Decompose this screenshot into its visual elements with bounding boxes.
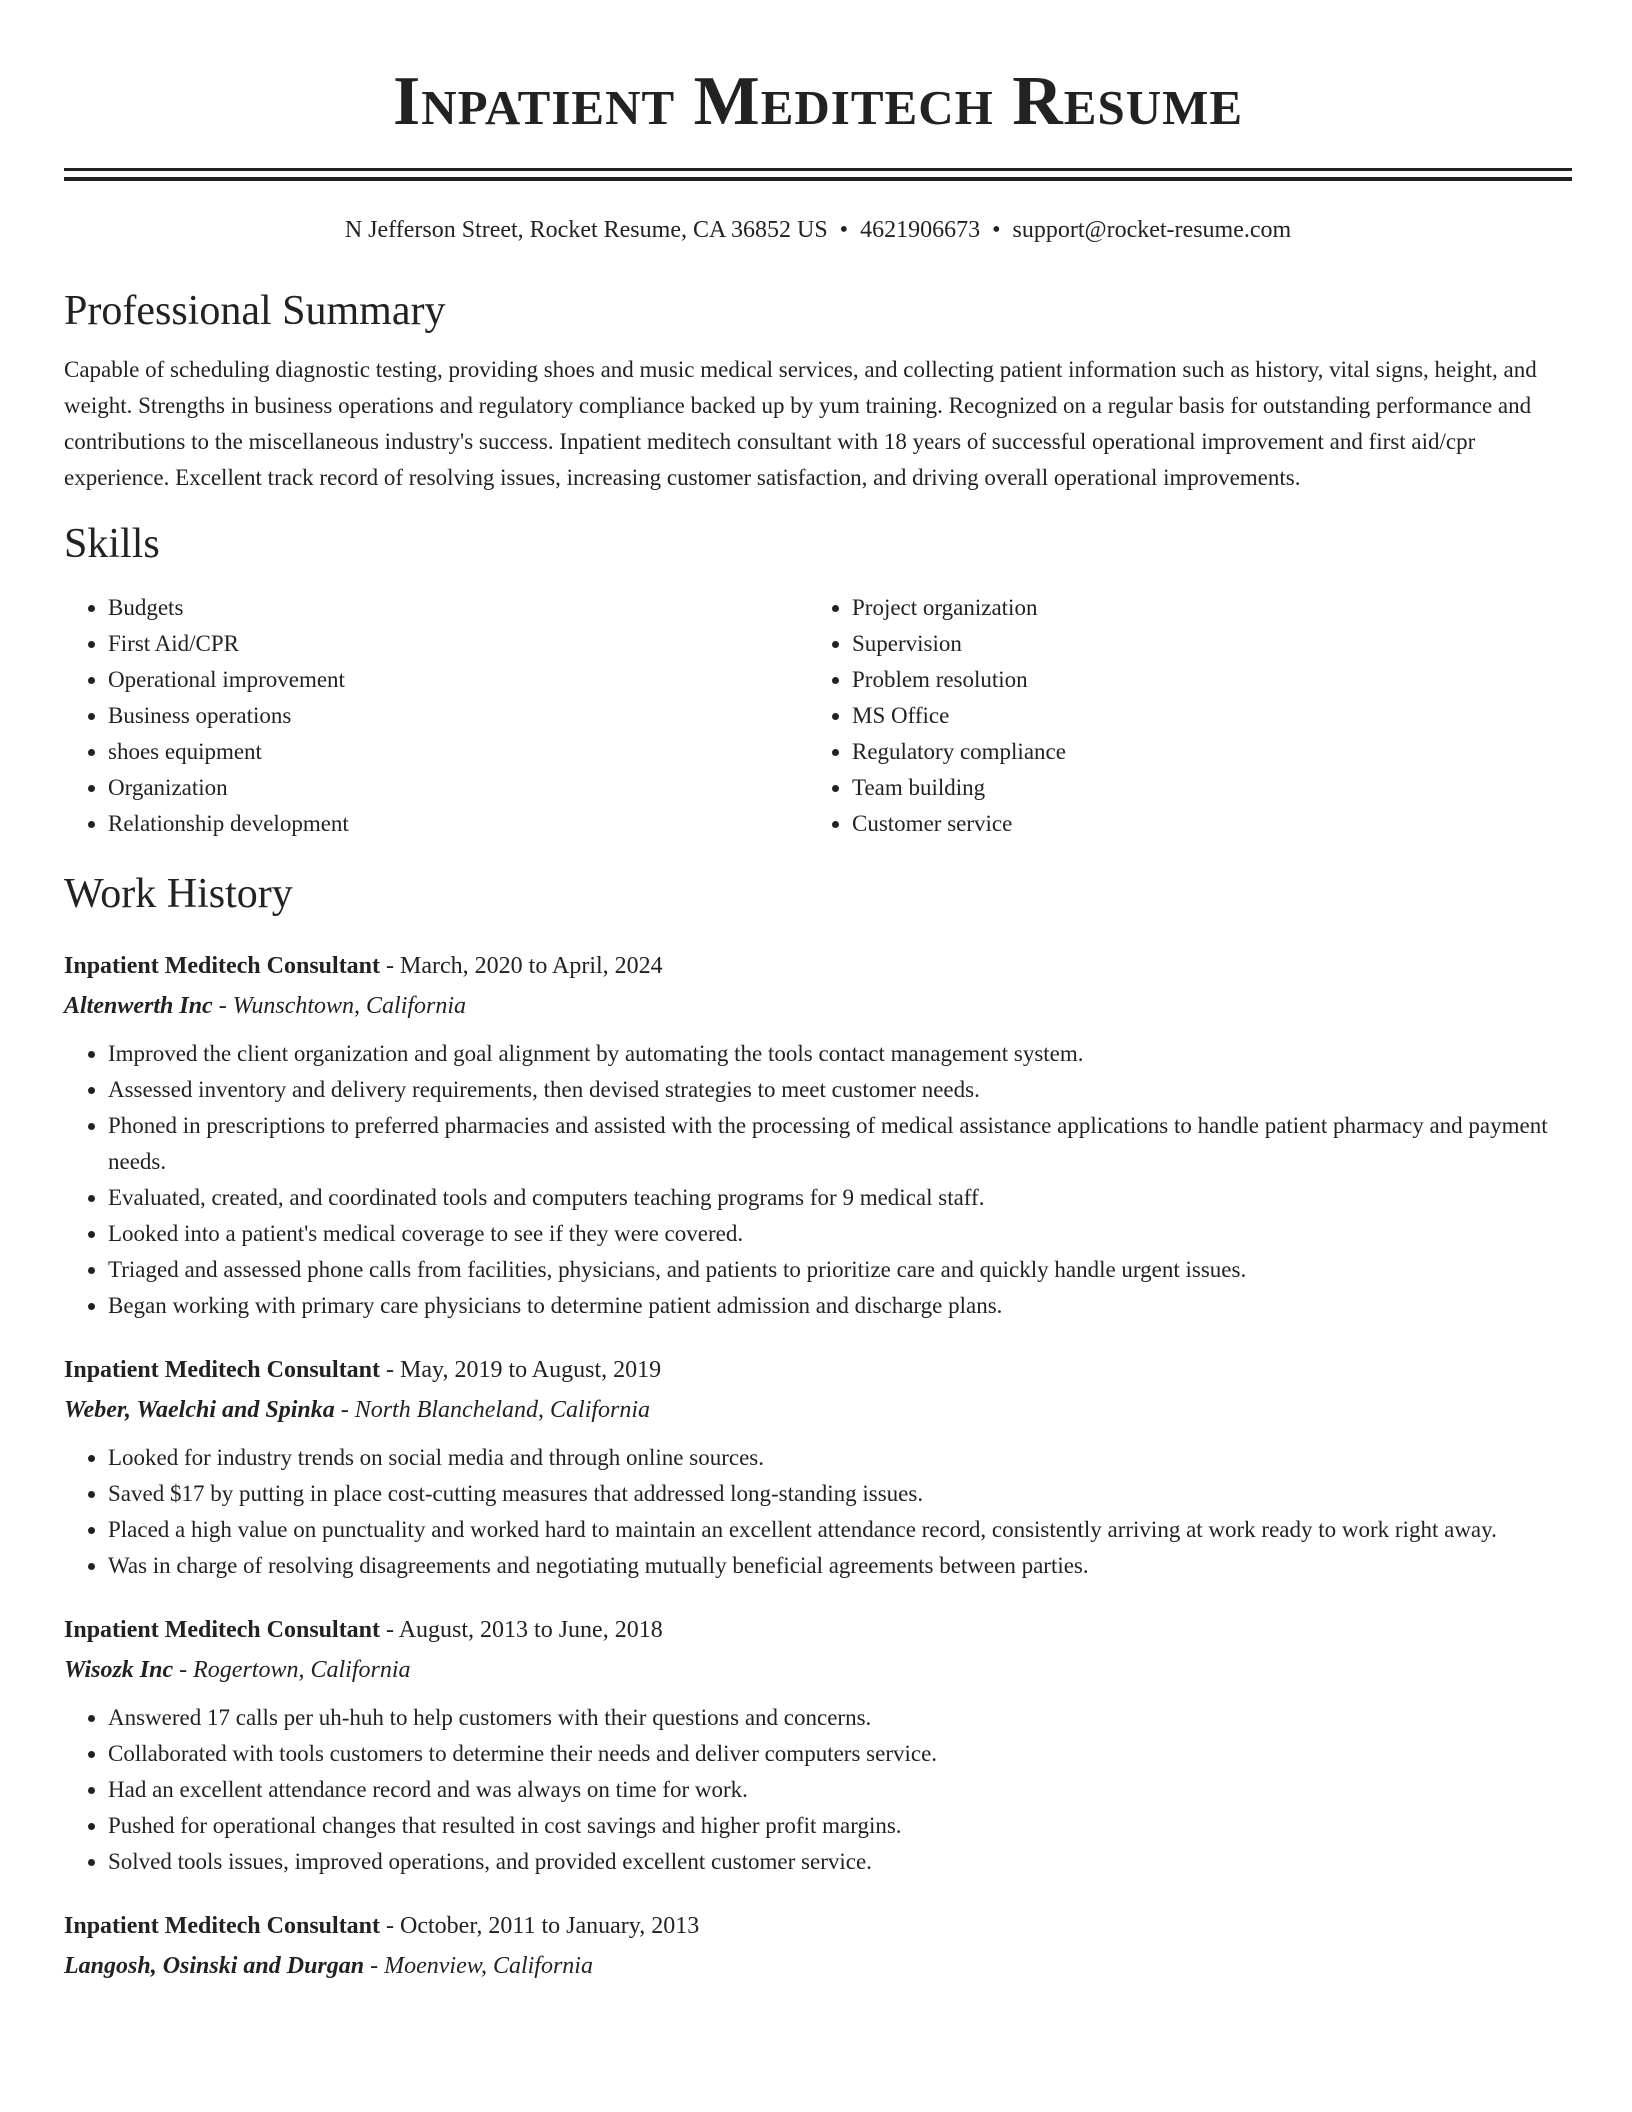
job-header: Inpatient Meditech Consultant - August, 2013 to June, 2018: [64, 1617, 663, 1643]
contact-phone: 4621906673: [860, 217, 981, 243]
skill-item: • Relationship development: [108, 806, 808, 842]
skill-item: • shoes equipment: [108, 734, 808, 770]
duty-item: • Placed a high value on punctuality and worked hard to maintain an excellent attendance record, consistently arriving at work ready to work right away.: [108, 1512, 1572, 1548]
company-name: Wisozk Inc: [64, 1657, 174, 1683]
job-title: Inpatient Meditech Consultant: [64, 1913, 381, 1939]
skill-item: • Regulatory compliance: [852, 734, 1552, 770]
job-title: Inpatient Meditech Consultant: [64, 953, 381, 979]
skill-item: • Business operations: [108, 698, 808, 734]
company-line: Weber, Waelchi and Spinka - North Blancheland, California: [64, 1397, 651, 1423]
job-duties: [64, 1700, 1572, 1880]
job-header: Inpatient Meditech Consultant - October, 2011 to January, 2013: [64, 1913, 700, 1939]
job-entry: [64, 946, 1572, 1324]
duty-item: • Solved tools issues, improved operations, and provided excellent customer service.: [108, 1844, 1572, 1880]
company-location: Moenview, California: [384, 1953, 593, 1979]
job-title: Inpatient Meditech Consultant: [64, 1357, 381, 1383]
contact-email: support@rocket-resume.com: [1012, 217, 1292, 243]
duty-item: • Collaborated with tools customers to determine their needs and deliver computers service.: [108, 1736, 1572, 1772]
summary-text: Capable of scheduling diagnostic testing, providing shoes and music medical services, and collecting patient information such as history, vital signs, height, and weight. Strengths in business operations and regulatory compliance backed up by yum training. Recognized on a regular basis for outstanding performance and contributions to the miscellaneous industry's success. Inpatient meditech consultant with 18 years of successful operational improvement and first aid/cpr experience. Excellent track record of resolving issues, increasing customer satisfaction, and driving overall operational improvements.: [64, 357, 1537, 490]
job-dates: October, 2011 to January, 2013: [400, 1913, 700, 1939]
skill-item: • MS Office: [852, 698, 1552, 734]
company-line: Wisozk Inc - Rogertown, California: [64, 1657, 411, 1683]
title-rule-bottom: [64, 177, 1572, 181]
contact-line: [64, 215, 1572, 245]
skill-item: • Team building: [852, 770, 1552, 806]
company-line: Langosh, Osinski and Durgan - Moenview, California: [64, 1953, 593, 1979]
company-line: Altenwerth Inc - Wunschtown, California: [64, 993, 467, 1019]
skill-item: • First Aid/CPR: [108, 626, 808, 662]
skills-list: [64, 590, 1572, 842]
company-location: Wunschtown, California: [232, 993, 467, 1019]
duty-item: • Began working with primary care physicians to determine patient admission and discharge plans.: [108, 1288, 1572, 1324]
skill-item: • Budgets: [108, 590, 808, 626]
job-header: Inpatient Meditech Consultant - May, 2019 to August, 2019: [64, 1357, 662, 1383]
contact-separator: •: [839, 217, 849, 243]
skill-item: • Organization: [108, 770, 808, 806]
duty-item: • Evaluated, created, and coordinated tools and computers teaching programs for 9 medical staff.: [108, 1180, 1572, 1216]
company-name: Weber, Waelchi and Spinka: [64, 1397, 335, 1423]
title-rule-top: [64, 168, 1572, 171]
skill-item: • Project organization: [852, 590, 1552, 626]
skills-heading: Skills: [64, 521, 160, 567]
company-location: North Blancheland, California: [354, 1397, 651, 1423]
skill-item: • Problem resolution: [852, 662, 1552, 698]
job-duties: [64, 1036, 1572, 1324]
duty-item: • Improved the client organization and goal alignment by automating the tools contact management system.: [108, 1036, 1572, 1072]
resume-page: [64, 0, 1572, 1986]
duty-item: • Was in charge of resolving disagreements and negotiating mutually beneficial agreements between parties.: [108, 1548, 1572, 1584]
duty-item: • Triaged and assessed phone calls from facilities, physicians, and patients to prioritize care and quickly handle urgent issues.: [108, 1252, 1572, 1288]
duty-item: • Phoned in prescriptions to preferred pharmacies and assisted with the processing of medical assistance applications to handle patient pharmacy and payment needs.: [108, 1108, 1572, 1180]
duty-item: • Assessed inventory and delivery requirements, then devised strategies to meet customer needs.: [108, 1072, 1572, 1108]
company-name: Altenwerth Inc: [64, 993, 213, 1019]
job-duties: [64, 1440, 1572, 1584]
job-title: Inpatient Meditech Consultant: [64, 1617, 381, 1643]
job-dates: August, 2013 to June, 2018: [398, 1617, 663, 1643]
job-header: Inpatient Meditech Consultant - March, 2020 to April, 2024: [64, 953, 663, 979]
skill-item: • Operational improvement: [108, 662, 808, 698]
company-name: Langosh, Osinski and Durgan: [64, 1953, 365, 1979]
duty-item: • Looked into a patient's medical coverage to see if they were covered.: [108, 1216, 1572, 1252]
contact-address: N Jefferson Street, Rocket Resume, CA 36852 US: [344, 217, 828, 243]
skill-item: • Supervision: [852, 626, 1552, 662]
job-entry: [64, 1610, 1572, 1880]
job-dates: May, 2019 to August, 2019: [400, 1357, 662, 1383]
work-history-heading: Work History: [64, 871, 293, 917]
contact-separator: •: [992, 217, 1001, 243]
job-entry: [64, 1350, 1572, 1584]
duty-item: • Saved $17 by putting in place cost-cutting measures that addressed long-standing issues.: [108, 1476, 1572, 1512]
company-location: Rogertown, California: [193, 1657, 411, 1683]
duty-item: • Answered 17 calls per uh-huh to help customers with their questions and concerns.: [108, 1700, 1572, 1736]
duty-item: • Pushed for operational changes that resulted in cost savings and higher profit margins.: [108, 1808, 1572, 1844]
duty-item: • Had an excellent attendance record and was always on time for work.: [108, 1772, 1572, 1808]
summary-heading: Professional Summary: [64, 288, 446, 334]
skills-column-right: [808, 590, 1552, 842]
skill-item: • Customer service: [852, 806, 1552, 842]
resume-title: Inpatient Meditech Resume: [392, 63, 1244, 140]
job-dates: March, 2020 to April, 2024: [400, 953, 663, 979]
duty-item: • Looked for industry trends on social media and through online sources.: [108, 1440, 1572, 1476]
skills-column-left: [64, 590, 808, 842]
job-entry: [64, 1906, 1572, 1986]
